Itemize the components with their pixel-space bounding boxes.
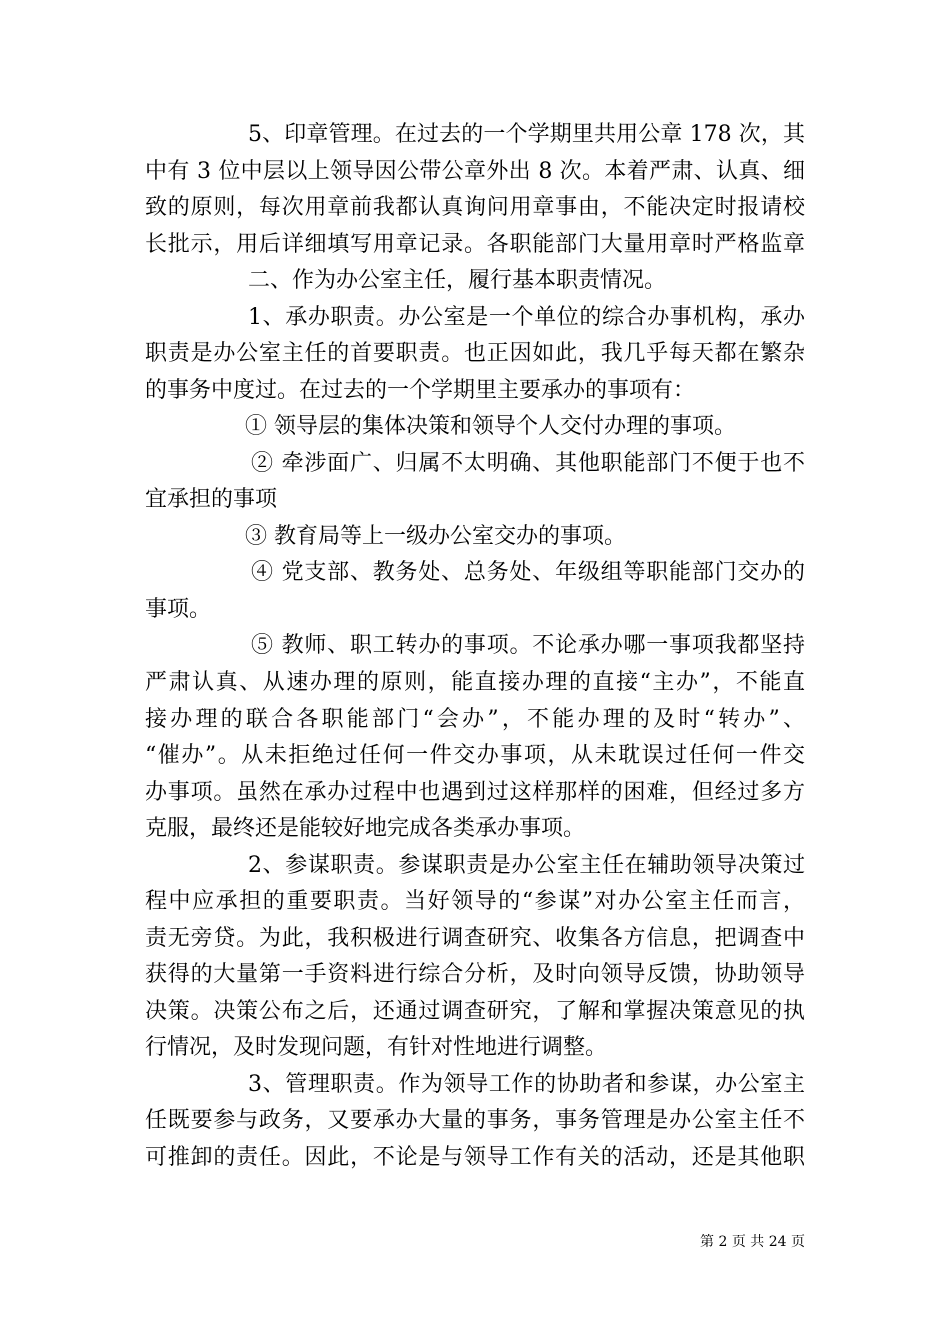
paragraph-line: 可推卸的责任。因此，不论是与领导工作有关的活动，还是其他职 — [145, 1144, 805, 1170]
paragraph-line: “催办”。从未拒绝过任何一件交办事项，从未耽误过任何一件交 — [145, 743, 805, 769]
list-item-continuation: 宜承担的事项 — [145, 487, 278, 513]
paragraph-line: 3、管理职责。作为领导工作的协助者和参谋，办公室主 — [248, 1071, 805, 1097]
list-item-continuation: 事项。 — [145, 596, 212, 622]
paragraph-line: 2、参谋职责。参谋职责是办公室主任在辅助领导决策过 — [248, 852, 805, 878]
paragraph-line: 中有 3 位中层以上领导因公带公章外出 8 次。本着严肃、认真、细 — [145, 158, 805, 184]
paragraph-line: 决策。决策公布之后，还通过调查研究，了解和掌握决策意见的执 — [145, 998, 805, 1024]
paragraph-line: 任既要参与政务，又要承办大量的事务，事务管理是办公室主任不 — [145, 1108, 805, 1134]
paragraph-line: 接办理的联合各职能部门“会办”，不能办理的及时“转办”、 — [145, 706, 805, 732]
list-item: ④ 党支部、教务处、总务处、年级组等职能部门交办的 — [251, 560, 805, 586]
list-item: ⑤ 教师、职工转办的事项。不论承办哪一事项我都坚持 — [251, 633, 805, 659]
list-item: ③ 教育局等上一级办公室交办的事项。 — [245, 523, 626, 549]
paragraph-line: 行情况，及时发现问题，有针对性地进行调整。 — [145, 1035, 608, 1061]
paragraph-line: 获得的大量第一手资料进行综合分析，及时向领导反馈，协助领导 — [145, 962, 805, 988]
paragraph-line: 严肃认真、从速办理的原则，能直接办理的直接“主办”，不能直 — [145, 669, 805, 695]
paragraph-line: 1、承办职责。办公室是一个单位的综合办事机构，承办 — [248, 304, 805, 330]
paragraph-line: 责无旁贷。为此，我积极进行调查研究、收集各方信息，把调查中 — [145, 925, 805, 951]
paragraph-line: 职责是办公室主任的首要职责。也正因如此，我几乎每天都在繁杂 — [145, 341, 805, 367]
paragraph-line: 程中应承担的重要职责。当好领导的“参谋”对办公室主任而言， — [145, 889, 805, 915]
document-body — [145, 117, 805, 1176]
paragraph-line: 长批示，用后详细填写用章记录。各职能部门大量用章时严格监章 — [145, 231, 805, 257]
page-number: 第 2 页 共 24 页 — [700, 1234, 805, 1250]
section-heading: 二、作为办公室主任，履行基本职责情况。 — [248, 268, 667, 294]
paragraph-line: 的事务中度过。在过去的一个学期里主要承办的事项有： — [145, 377, 696, 403]
paragraph-line: 克服，最终还是能较好地完成各类承办事项。 — [145, 816, 586, 842]
list-item: ① 领导层的集体决策和领导个人交付办理的事项。 — [245, 414, 736, 440]
paragraph-line: 办事项。虽然在承办过程中也遇到过这样那样的困难，但经过多方 — [145, 779, 805, 805]
list-item: ② 牵涉面广、归属不太明确、其他职能部门不便于也不 — [251, 450, 805, 476]
paragraph-line: 5、印章管理。在过去的一个学期里共用公章 178 次，其 — [248, 122, 805, 147]
paragraph-line: 致的原则，每次用章前我都认真询问用章事由，不能决定时报请校 — [145, 195, 805, 221]
